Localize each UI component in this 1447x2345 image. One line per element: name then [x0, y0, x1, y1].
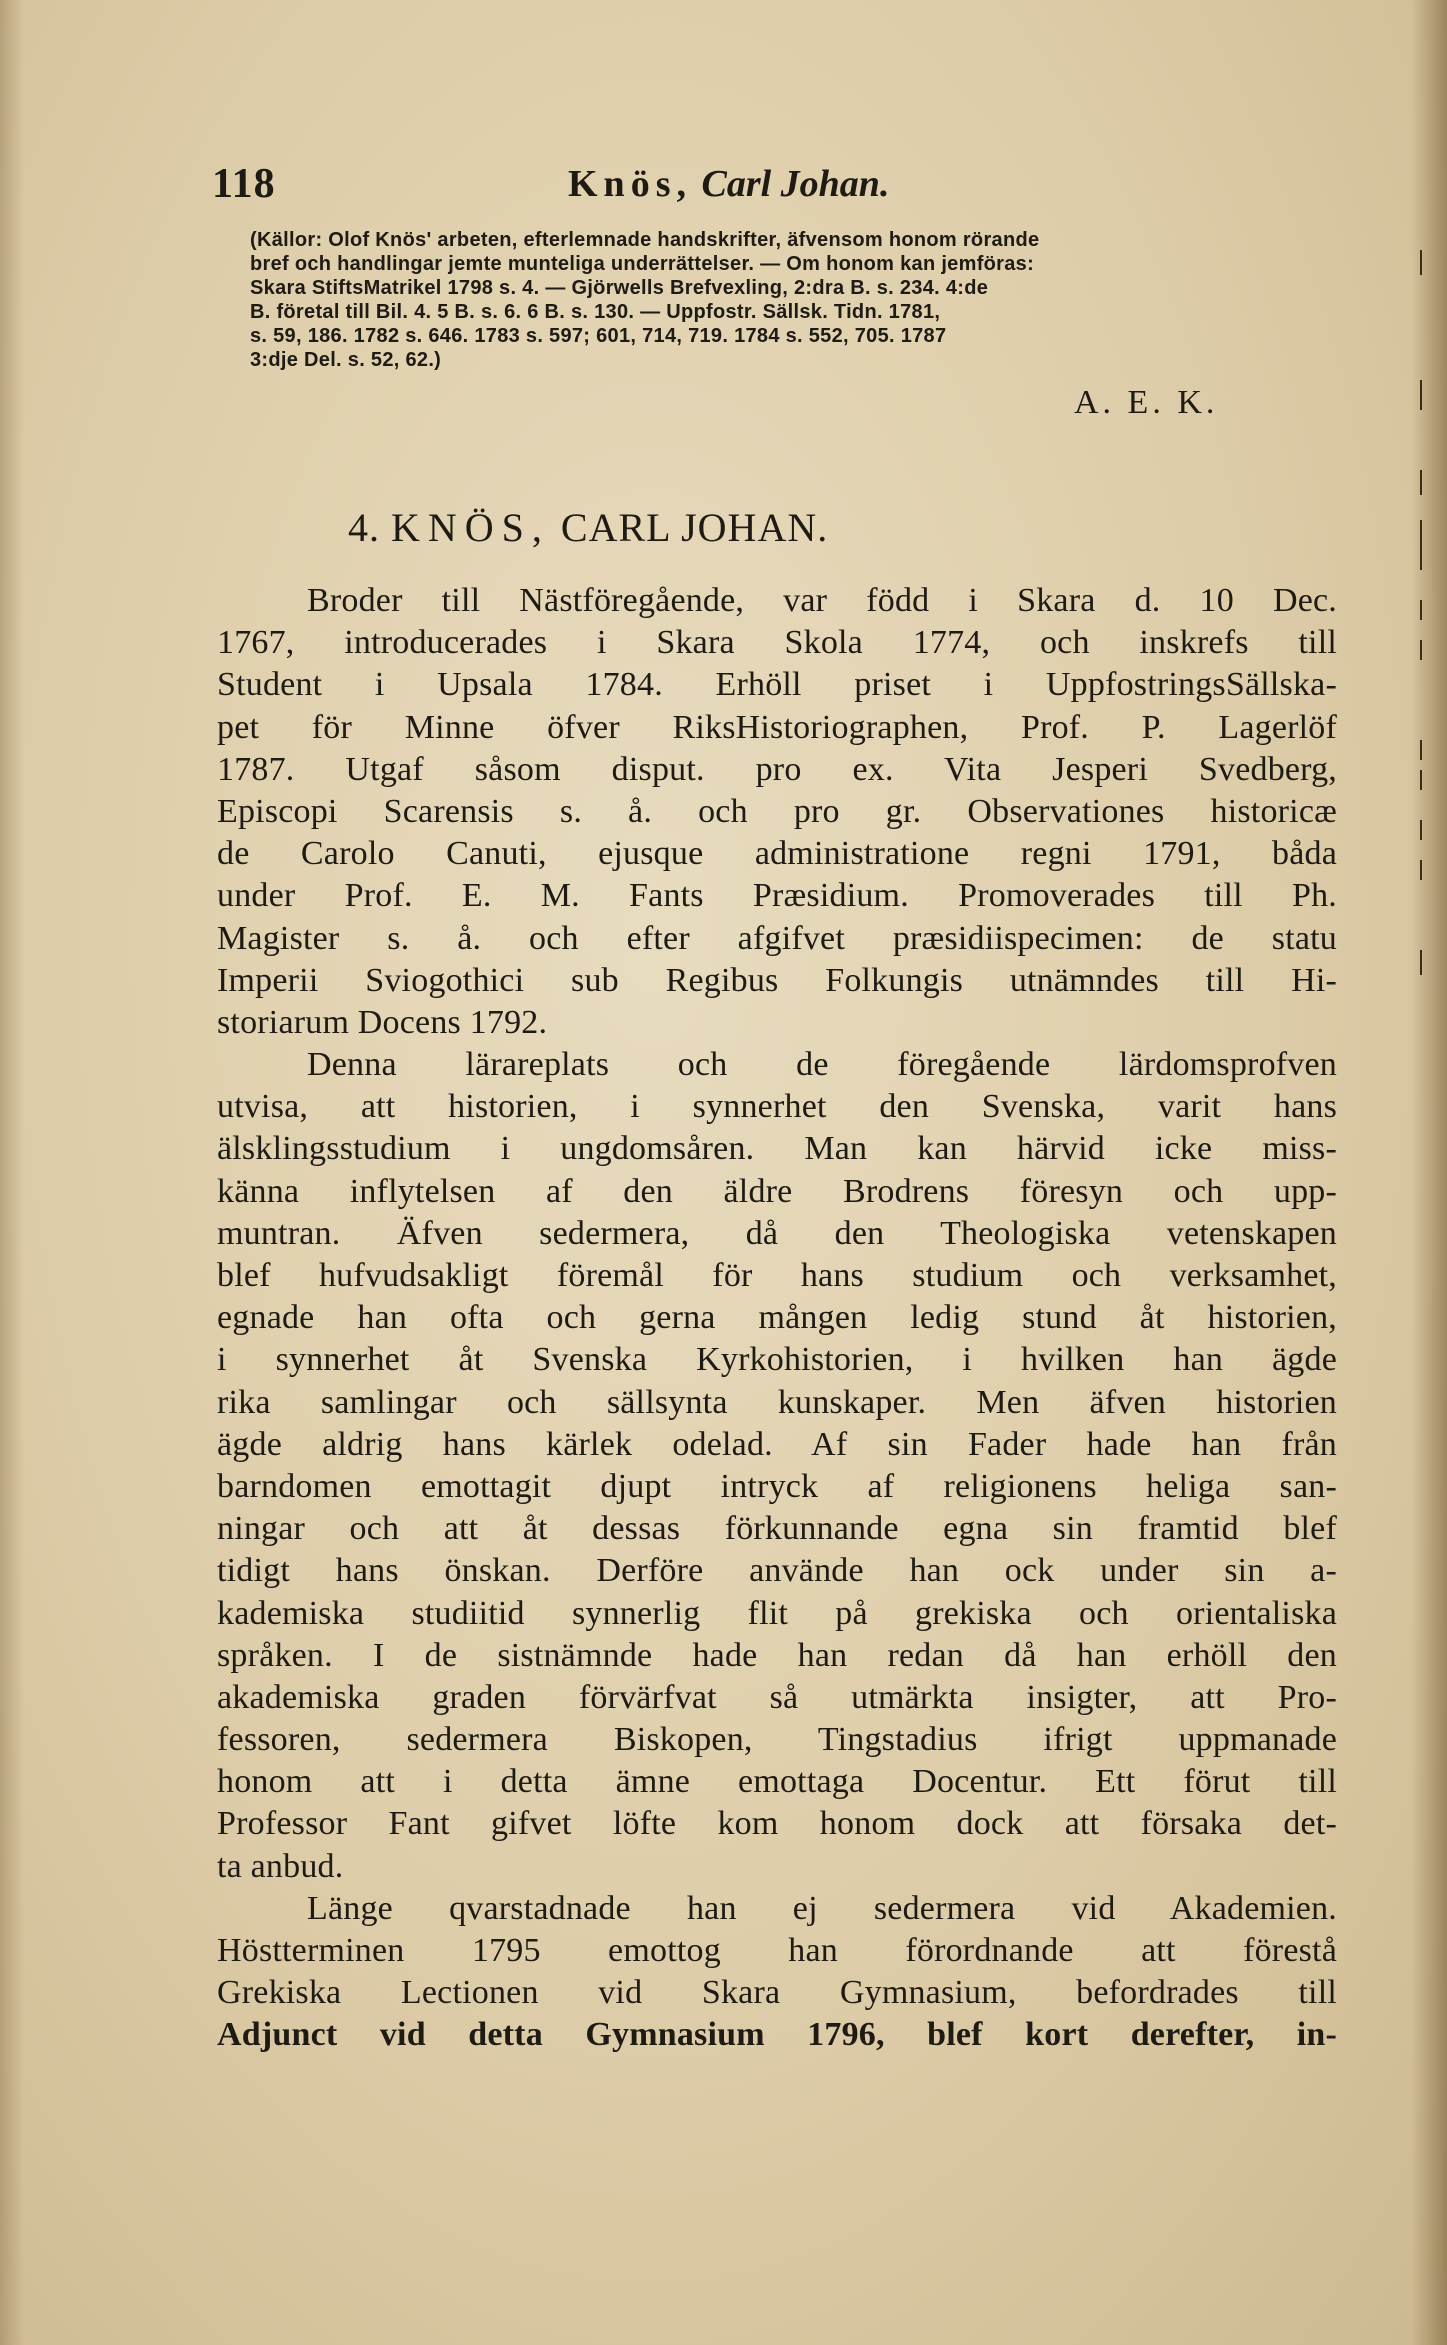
body-line: ägde aldrig hans kärlek odelad. Af sin Fader hade han från — [217, 1425, 1337, 1463]
body-line: Broder till Nästföregående, var född i Skara d. 10 Dec. — [307, 582, 1337, 619]
running-header — [212, 160, 1012, 220]
article-given-name: CARL JOHAN. — [560, 505, 829, 550]
body-line: 1767, introducerades i Skara Skola 1774, och inskrefs till — [217, 624, 1337, 662]
body-line: Denna lärareplats och de föregående lärdomsprofven — [307, 1046, 1337, 1084]
body-line: tidigt hans önskan. Derföre använde han ock under sin a- — [217, 1552, 1337, 1590]
body-line: Imperii Sviogothici sub Regibus Folkungis utnämndes till Hi- — [217, 961, 1337, 999]
body-line: blef hufvudsakligt föremål för hans studium och verksamhet, — [217, 1257, 1337, 1294]
page-shadow-left — [0, 0, 24, 2345]
body-line: rika samlingar och sällsynta kunskaper. Men äfven historien — [217, 1383, 1337, 1421]
body-line: Professor Fant gifvet löfte kom honom dock att försaka det- — [217, 1805, 1337, 1843]
author-initials: A. E. K. — [1074, 384, 1219, 421]
binding-marks — [1415, 0, 1427, 2345]
sources-note — [250, 228, 1330, 372]
body-line: de Carolo Canuti, ejusque administratione regni 1791, båda — [217, 835, 1337, 873]
body-line: muntran. Äfven sedermera, då den Theologiska vetenskapen — [217, 1214, 1337, 1252]
body-line: honom att i detta ämne emottaga Docentur. Ett förut till — [217, 1763, 1337, 1801]
sources-line: (Källor: Olof Knös' arbeten, efterlemnade handskrifter, äfvensom honom rörande — [250, 229, 1040, 251]
body-line: pet för Minne öfver RiksHistoriographen, Prof. P. Lagerlöf — [217, 708, 1337, 746]
body-line: i synnerhet åt Svenska Kyrkohistorien, i hvilken han ägde — [217, 1341, 1337, 1379]
sources-line: bref och handlingar jemte munteliga underrättelser. — Om honom kan jemföras: — [250, 253, 1035, 275]
sources-line: Skara StiftsMatrikel 1798 s. 4. — Gjörwells Brefvexling, 2:dra B. s. 234. 4:de — [250, 277, 989, 299]
body-line: storiarum Docens 1792. — [217, 1003, 548, 1041]
article-body — [217, 580, 1337, 2057]
article-heading — [348, 504, 828, 551]
running-head — [568, 162, 889, 206]
body-line: egnade han ofta och gerna mången ledig stund åt historien, — [217, 1299, 1337, 1337]
body-line: fessoren, sedermera Biskopen, Tingstadius ifrigt uppmanade — [217, 1721, 1337, 1759]
body-line: utvisa, att historien, i synnerhet den Svenska, varit hans — [217, 1088, 1337, 1126]
body-line: barndomen emottagit djupt intryck af religionens heliga san- — [217, 1467, 1337, 1505]
body-line: Adjunct vid detta Gymnasium 1796, blef kort derefter, in- — [217, 2016, 1337, 2054]
sources-line: s. 59, 186. 1782 s. 646. 1783 s. 597; 601, 714, 719. 1784 s. 552, 705. 1787 — [250, 325, 947, 347]
body-line: under Prof. E. M. Fants Præsidium. Promoverades till Ph. — [217, 877, 1337, 915]
body-line: Länge qvarstadnade han ej sedermera vid Akademien. — [307, 1889, 1337, 1927]
sources-line: B. företal till Bil. 4. 5 B. s. 6. 6 B. s. 130. — Uppfostr. Sällsk. Tidn. 1781, — [250, 301, 941, 323]
body-line: akademiska graden förvärfvat så utmärkta insigter, att Pro- — [217, 1678, 1337, 1716]
body-line: språken. I de sistnämnde hade han redan då han erhöll den — [217, 1636, 1337, 1674]
body-line: älsklingsstudium i ungdomsåren. Man kan härvid icke miss- — [217, 1130, 1337, 1168]
running-head-surname: Knös, — [568, 163, 692, 205]
running-head-given-name: Carl Johan. — [701, 163, 890, 205]
page-number: 118 — [212, 161, 276, 207]
body-line: Grekiska Lectionen vid Skara Gymnasium, befordrades till — [217, 1974, 1337, 2012]
body-line: Episcopi Scarensis s. å. och pro gr. Observationes historicæ — [217, 792, 1337, 830]
body-line: Student i Upsala 1784. Erhöll priset i UppfostringsSällska- — [217, 666, 1337, 704]
body-line: kademiska studiitid synnerlig flit på grekiska och orientaliska — [217, 1594, 1337, 1632]
body-line: ningar och att åt dessas förkunnande egna sin framtid blef — [217, 1510, 1337, 1548]
body-line: 1787. Utgaf såsom disput. pro ex. Vita Jesperi Svedberg, — [217, 750, 1337, 788]
article-number: 4. — [348, 505, 380, 550]
body-line: känna inflytelsen af den äldre Brodrens föresyn och upp- — [217, 1172, 1337, 1210]
body-line: ta anbud. — [217, 1847, 344, 1885]
article-surname: KNÖS, — [391, 505, 550, 550]
sources-line: 3:dje Del. s. 52, 62.) — [250, 349, 442, 371]
body-line: Magister s. å. och efter afgifvet præsidiispecimen: de statu — [217, 919, 1337, 957]
body-line: Höstterminen 1795 emottog han förordnande att förestå — [217, 1932, 1337, 1969]
